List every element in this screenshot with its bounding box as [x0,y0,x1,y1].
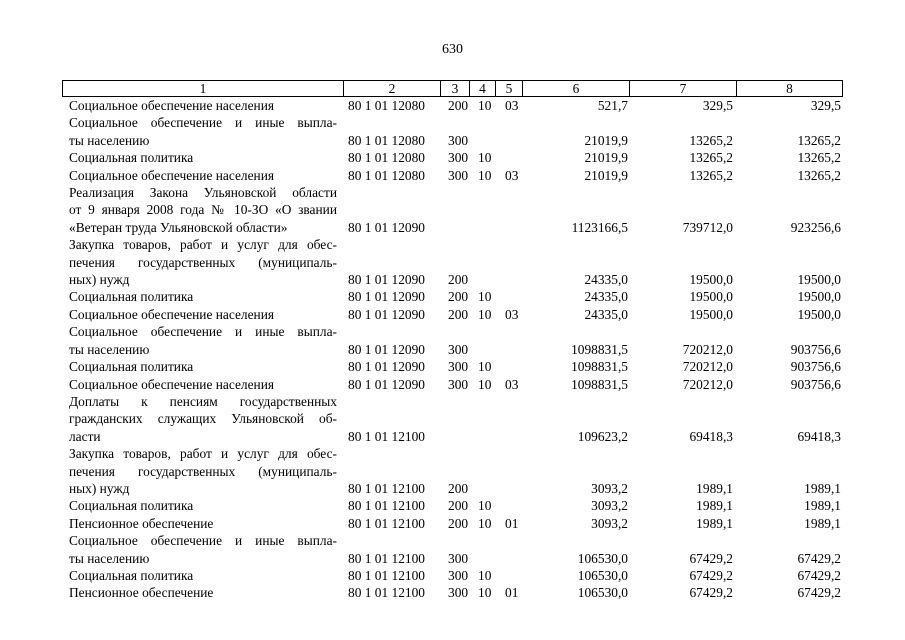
row-name: ных) нужд [69,272,130,288]
row-value-col8: 13265,2 [797,167,841,183]
row-subsection: 03 [505,376,519,392]
row-expense-type: 300 [448,150,469,166]
budget-table-body [0,97,905,602]
table-row [0,254,905,271]
column-header-6: 6 [523,81,630,97]
table-row [0,271,905,288]
table-row [0,428,905,445]
table-row [0,167,905,184]
row-value-col8: 19500,0 [797,289,841,305]
row-expense-type: 300 [448,132,469,148]
row-value-col7: 67429,2 [689,585,733,601]
row-value-col6: 1123166,5 [571,219,628,235]
row-name: Закупка товаров, работ и услуг для обес- [69,446,337,462]
row-name: печения государственных (муниципаль- [69,254,337,270]
row-value-col7: 720212,0 [682,376,733,392]
row-value-col8: 13265,2 [797,132,841,148]
row-section: 10 [478,498,492,514]
row-value-col6: 1098831,5 [571,359,628,375]
table-row [0,149,905,166]
row-value-col6: 3093,2 [591,498,628,514]
row-name: ты населению [69,341,150,357]
row-name: Социальное обеспечение населения [69,306,275,322]
row-name: Доплаты к пенсиям государственных [69,393,337,409]
row-value-col8: 1989,1 [804,480,841,496]
row-name: Социальное обеспечение населения [69,98,275,113]
row-name: «Ветеран труда Ульяновской области» [69,219,288,235]
row-expense-type: 200 [448,272,469,288]
table-row [0,550,905,567]
table-row [0,236,905,253]
table-row [0,393,905,410]
row-expense-type: 200 [448,306,469,322]
table-row [0,445,905,462]
row-code: 80 1 01 12100 [348,428,425,444]
table-row [0,567,905,584]
row-code: 80 1 01 12090 [348,289,425,305]
row-expense-type: 200 [448,480,469,496]
row-section: 10 [478,359,492,375]
row-value-col6: 3093,2 [591,480,628,496]
row-value-col6: 106530,0 [577,567,628,583]
row-name: ты населению [69,550,150,566]
row-value-col6: 3093,2 [591,515,628,531]
row-name: Социальная политика [69,359,194,375]
row-value-col6: 24335,0 [584,272,628,288]
row-name: Социальная политика [69,567,194,583]
row-code: 80 1 01 12100 [348,480,425,496]
row-value-col7: 739712,0 [682,219,733,235]
row-name: ты населению [69,132,150,148]
row-value-col8: 1989,1 [804,498,841,514]
row-expense-type: 300 [448,341,469,357]
row-value-col7: 19500,0 [689,289,733,305]
column-header-table [62,80,843,97]
row-name: Социальная политика [69,289,194,305]
row-name: Социальное обеспечение и иные выпла- [69,533,337,549]
table-row [0,341,905,358]
row-value-col8: 903756,6 [790,376,841,392]
row-name: от 9 января 2008 года № 10-ЗО «О звании [69,202,337,218]
row-code: 80 1 01 12090 [348,306,425,322]
row-value-col8: 67429,2 [797,567,841,583]
row-name: гражданских служащих Ульяновской об- [69,411,337,427]
row-name: Реализация Закона Ульяновской области [69,185,337,201]
table-row [0,410,905,427]
row-value-col7: 19500,0 [689,306,733,322]
table-row [0,323,905,340]
row-value-col7: 720212,0 [682,341,733,357]
table-row [0,463,905,480]
row-name: Социальное обеспечение и иные выпла- [69,115,337,131]
table-row [0,288,905,305]
row-code: 80 1 01 12100 [348,550,425,566]
column-header-3: 3 [441,81,470,97]
row-expense-type: 300 [448,359,469,375]
table-row [0,515,905,532]
row-value-col7: 720212,0 [682,359,733,375]
row-code: 80 1 01 12080 [348,98,425,113]
row-expense-type: 300 [448,550,469,566]
table-row [0,532,905,549]
row-value-col6: 24335,0 [584,306,628,322]
column-header-8: 8 [737,81,843,97]
column-header-5: 5 [496,81,523,97]
row-expense-type: 200 [448,289,469,305]
row-value-col6: 21019,9 [584,167,628,183]
table-row [0,184,905,201]
row-code: 80 1 01 12080 [348,150,425,166]
row-expense-type: 200 [448,498,469,514]
row-code: 80 1 01 12090 [348,359,425,375]
table-row [0,219,905,236]
row-value-col8: 19500,0 [797,306,841,322]
table-row [0,114,905,131]
row-subsection: 01 [505,585,519,601]
row-value-col7: 13265,2 [689,167,733,183]
row-section: 10 [478,167,492,183]
table-row [0,306,905,323]
row-section: 10 [478,306,492,322]
row-value-col6: 106530,0 [577,585,628,601]
row-value-col7: 13265,2 [689,132,733,148]
row-name: ласти [69,428,101,444]
table-row [0,201,905,218]
row-expense-type: 300 [448,167,469,183]
row-value-col6: 106530,0 [577,550,628,566]
row-section: 10 [478,289,492,305]
column-header-1: 1 [63,81,344,97]
row-code: 80 1 01 12100 [348,585,425,601]
row-section: 10 [478,515,492,531]
row-expense-type: 300 [448,376,469,392]
row-code: 80 1 01 12090 [348,272,425,288]
row-subsection: 03 [505,98,519,113]
row-section: 10 [478,98,492,113]
column-header-4: 4 [470,81,496,97]
table-row [0,480,905,497]
row-value-col6: 21019,9 [584,150,628,166]
row-name: Социальная политика [69,498,194,514]
row-expense-type: 300 [448,567,469,583]
row-value-col7: 67429,2 [689,550,733,566]
page-number: 630 [442,42,463,57]
row-section: 10 [478,150,492,166]
row-value-col6: 1098831,5 [571,341,628,357]
row-value-col8: 67429,2 [797,585,841,601]
row-section: 10 [478,567,492,583]
row-code: 80 1 01 12090 [348,341,425,357]
row-value-col7: 1989,1 [696,498,733,514]
row-code: 80 1 01 12080 [348,167,425,183]
row-value-col8: 923256,6 [790,219,841,235]
row-code: 80 1 01 12090 [348,219,425,235]
row-value-col8: 1989,1 [804,515,841,531]
row-value-col7: 1989,1 [696,515,733,531]
row-section: 10 [478,376,492,392]
row-name: Социальная политика [69,150,194,166]
row-value-col6: 1098831,5 [571,376,628,392]
row-name: Социальное обеспечение населения [69,167,275,183]
row-value-col8: 69418,3 [797,428,841,444]
row-name: Пенсионное обеспечение [69,585,214,601]
table-row [0,376,905,393]
row-code: 80 1 01 12090 [348,376,425,392]
row-name: Социальное обеспечение населения [69,376,275,392]
row-section: 10 [478,585,492,601]
row-code: 80 1 01 12100 [348,515,425,531]
table-row [0,358,905,375]
row-value-col7: 329,5 [702,98,733,113]
row-value-col8: 329,5 [810,98,841,113]
row-name: Социальное обеспечение и иные выпла- [69,324,337,340]
column-header-2: 2 [344,81,441,97]
row-expense-type: 200 [448,515,469,531]
row-code: 80 1 01 12100 [348,498,425,514]
row-name: Пенсионное обеспечение [69,515,214,531]
row-value-col6: 109623,2 [577,428,628,444]
table-row [0,97,905,114]
row-name: ных) нужд [69,480,130,496]
row-value-col7: 19500,0 [689,272,733,288]
row-code: 80 1 01 12100 [348,567,425,583]
row-value-col8: 903756,6 [790,359,841,375]
row-subsection: 01 [505,515,519,531]
row-value-col6: 521,7 [597,98,628,113]
row-code: 80 1 01 12080 [348,132,425,148]
column-header-7: 7 [630,81,737,97]
row-name: Закупка товаров, работ и услуг для обес- [69,237,337,253]
row-value-col7: 69418,3 [689,428,733,444]
table-row [0,497,905,514]
row-value-col8: 19500,0 [797,272,841,288]
column-header-row [63,81,843,97]
row-value-col7: 1989,1 [696,480,733,496]
table-row [0,132,905,149]
row-value-col8: 903756,6 [790,341,841,357]
row-value-col6: 21019,9 [584,132,628,148]
row-value-col7: 13265,2 [689,150,733,166]
row-value-col6: 24335,0 [584,289,628,305]
row-value-col7: 67429,2 [689,567,733,583]
row-subsection: 03 [505,306,519,322]
row-value-col8: 67429,2 [797,550,841,566]
row-expense-type: 200 [448,98,469,113]
row-value-col8: 13265,2 [797,150,841,166]
table-row [0,584,905,601]
row-name: печения государственных (муниципаль- [69,463,337,479]
row-subsection: 03 [505,167,519,183]
row-expense-type: 300 [448,585,469,601]
